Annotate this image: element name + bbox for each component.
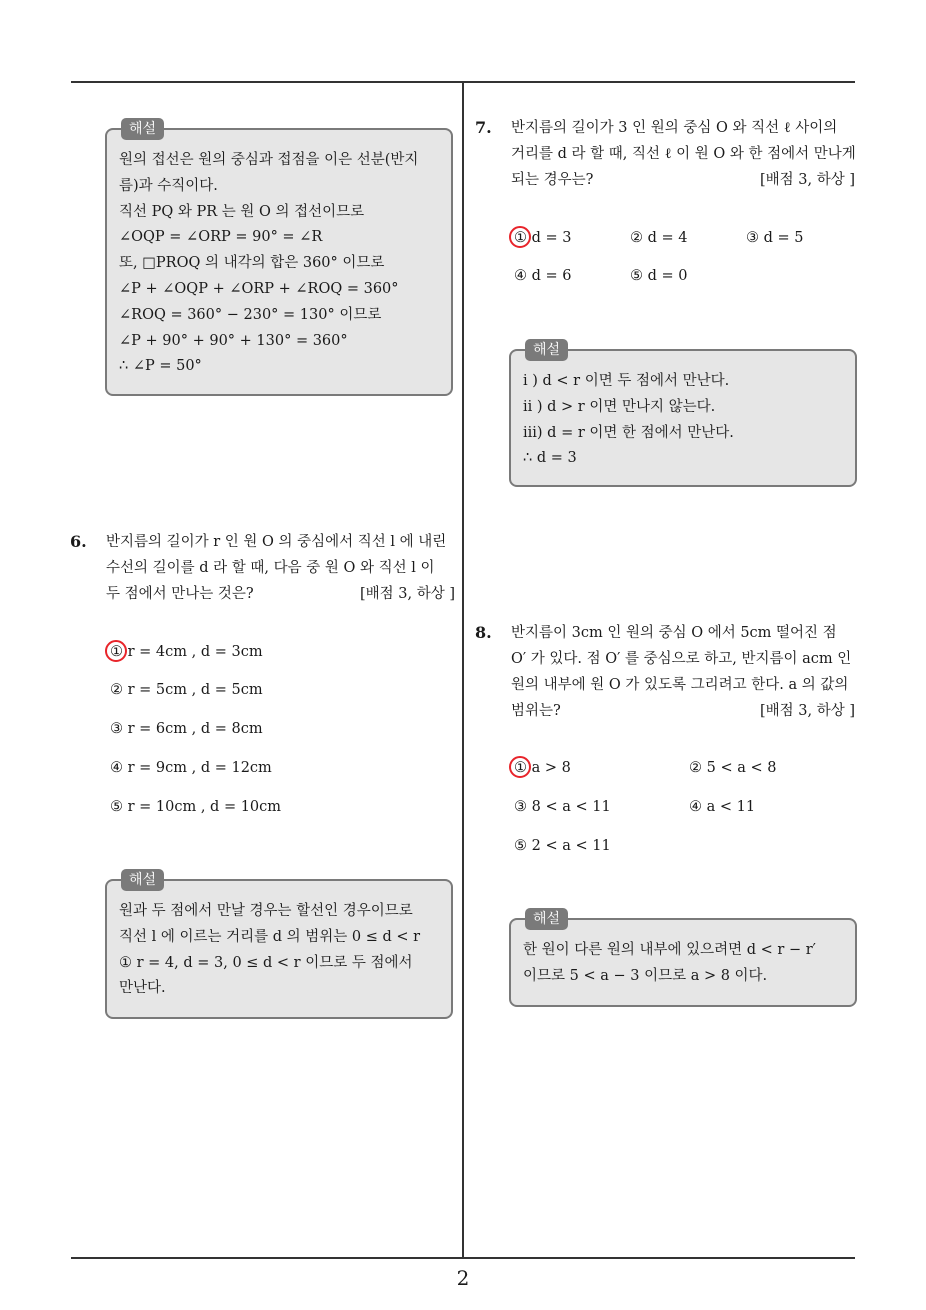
solution-line: 름)과 수직이다.: [119, 177, 218, 194]
question-text-line: O′ 가 있다. 점 O′ 를 중심으로 하고, 반지름이 acm 인: [511, 651, 852, 667]
question-text-line: 수선의 길이를 d 라 할 때, 다음 중 원 O 와 직선 l 이: [106, 560, 435, 576]
answer-option-4[interactable]: ④ d = 6: [514, 268, 572, 284]
solution-line: ∠ROQ = 360° − 230° = 130° 이므로: [119, 306, 382, 323]
solution-line: 원의 접선은 원의 중심과 접점을 이은 선분(반지: [119, 152, 419, 168]
answer-option-1[interactable]: ① d = 3: [514, 230, 571, 246]
question-7: [475, 115, 855, 193]
answer-option-5[interactable]: ⑤ r = 10cm , d = 10cm: [110, 799, 282, 815]
solution-line: ∠P + ∠OQP + ∠ORP + ∠ROQ = 360°: [119, 280, 399, 297]
solution-line: ∴ d = 3: [523, 450, 577, 467]
answer-option-1[interactable]: ① r = 4cm , d = 3cm: [110, 644, 263, 660]
solution-line: ∠OQP = ∠ORP = 90° = ∠R: [119, 229, 323, 246]
question-points: [배점 3, 하상 ]: [759, 172, 855, 188]
solution-box-q6: [105, 872, 453, 1019]
solution-tag: 해설: [121, 118, 164, 140]
solution-line: 원과 두 점에서 만날 경우는 할선인 경우이므로: [119, 903, 413, 919]
answer-option-5[interactable]: ⑤ 2 < a < 11: [514, 838, 611, 854]
solution-line: 한 원이 다른 원의 내부에 있으려면 d < r − r′: [523, 942, 816, 958]
selected-answer-circle: [509, 756, 531, 778]
question-text-line: 반지름이 3cm 인 원의 중심 O 에서 5cm 떨어진 점: [511, 625, 837, 641]
question-points: [배점 3, 하상 ]: [359, 586, 455, 602]
question-number: 6.: [70, 532, 87, 551]
solution-box-q7: [509, 342, 857, 487]
solution-tag: 해설: [525, 339, 568, 361]
question-text-line: 거리를 d 라 할 때, 직선 ℓ 이 원 O 와 한 점에서 만나게: [511, 146, 856, 162]
selected-answer-circle: [105, 640, 127, 662]
solution-line: ① r = 4, d = 3, 0 ≤ d < r 이므로 두 점에서: [119, 954, 413, 971]
answer-option-5[interactable]: ⑤ d = 0: [630, 268, 688, 284]
question-text-line: 되는 경우는?: [511, 172, 594, 188]
solution-line: ∴ ∠P = 50°: [119, 358, 202, 375]
answer-option-3[interactable]: ③ d = 5: [746, 230, 804, 246]
question-6: [70, 529, 455, 607]
solution-line: ii ) d > r 이면 만나지 않는다.: [523, 398, 716, 415]
question-text-line: 반지름의 길이가 r 인 원 O 의 중심에서 직선 l 에 내린: [106, 534, 447, 550]
answer-option-3[interactable]: ③ r = 6cm , d = 8cm: [110, 721, 263, 737]
page-number: 2: [456, 1266, 470, 1290]
question-number: 8.: [475, 623, 492, 642]
solution-line: 또, □PROQ 의 내각의 합은 360° 이므로: [119, 255, 385, 272]
solution-line: 만난다.: [119, 980, 166, 997]
question-text-line: 두 점에서 만나는 것은?: [106, 586, 254, 602]
question-text-line: 범위는?: [511, 703, 561, 719]
solution-box-q5: [105, 121, 453, 396]
answer-option-4[interactable]: ④ a < 11: [689, 799, 756, 815]
question-points: [배점 3, 하상 ]: [759, 703, 855, 719]
answer-option-1[interactable]: ① a > 8: [514, 760, 571, 776]
answer-option-2[interactable]: ② d = 4: [630, 230, 688, 246]
solution-line: iii) d = r 이면 한 점에서 만난다.: [523, 424, 734, 441]
solution-line: ∠P + 90° + 90° + 130° = 360°: [119, 332, 348, 349]
solution-line: 이므로 5 < a − 3 이므로 a > 8 이다.: [523, 967, 768, 984]
answer-option-3[interactable]: ③ 8 < a < 11: [514, 799, 611, 815]
answer-option-2[interactable]: ② 5 < a < 8: [689, 760, 777, 776]
solution-tag: 해설: [525, 908, 568, 930]
answer-option-4[interactable]: ④ r = 9cm , d = 12cm: [110, 760, 272, 776]
question-8: [475, 620, 855, 724]
bottom-rule: [71, 1257, 855, 1259]
question-text-line: 원의 내부에 원 O 가 있도록 그리려고 한다. a 의 값의: [511, 677, 849, 693]
solution-box-q8: [509, 911, 857, 1007]
solution-tag: 해설: [121, 869, 164, 891]
question-number: 7.: [475, 118, 492, 137]
solution-line: i ) d < r 이면 두 점에서 만난다.: [523, 373, 730, 389]
solution-line: 직선 PQ 와 PR 는 원 O 의 접선이므로: [119, 203, 365, 220]
solution-line: 직선 l 에 이르는 거리를 d 의 범위는 0 ≤ d < r: [119, 928, 421, 945]
answer-option-2[interactable]: ② r = 5cm , d = 5cm: [110, 682, 263, 698]
selected-answer-circle: [509, 226, 531, 248]
question-text-line: 반지름의 길이가 3 인 원의 중심 O 와 직선 ℓ 사이의: [511, 120, 838, 136]
column-divider: [462, 83, 464, 1257]
